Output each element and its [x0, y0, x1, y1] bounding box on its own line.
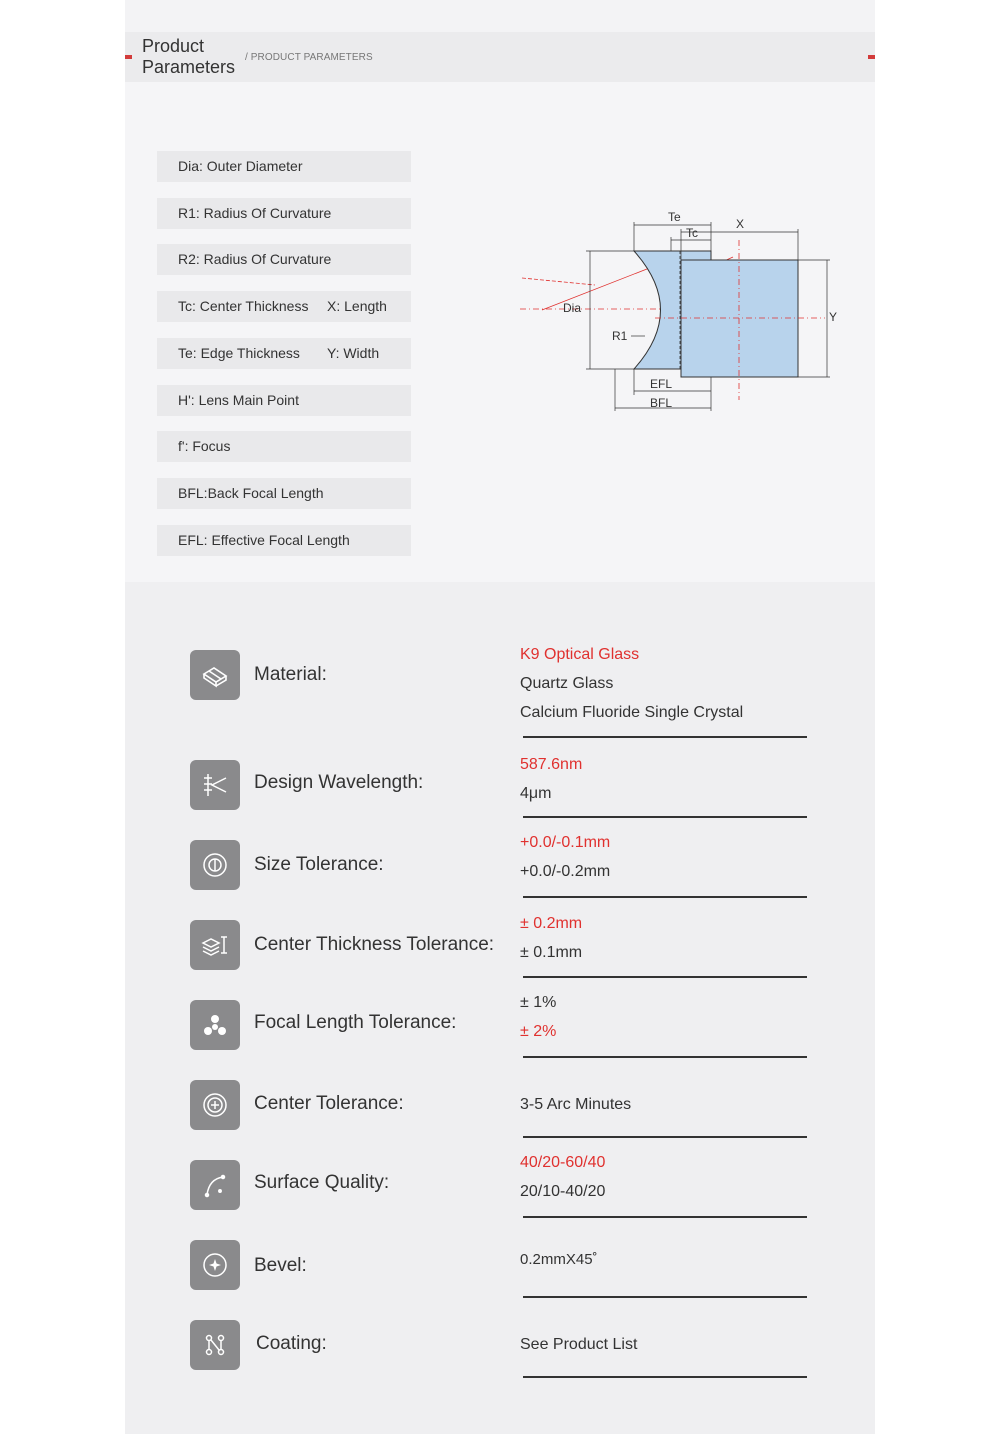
legend-item-tc	[157, 291, 411, 322]
spec-values	[520, 1148, 605, 1206]
incident-ray-top	[522, 278, 595, 285]
header-accent-left	[125, 55, 132, 59]
legend-label: Dia: Outer Diameter	[178, 158, 303, 174]
spec-values	[520, 1330, 637, 1359]
refracted-ray	[542, 267, 652, 310]
header-accent-right	[868, 55, 875, 59]
spec-values	[520, 1090, 631, 1119]
spec-label: Bevel:	[254, 1255, 307, 1276]
label-x: X	[736, 217, 745, 231]
spec-divider	[523, 896, 807, 898]
label-tc: Tc	[686, 226, 698, 240]
spec-label: Focal Length Tolerance:	[254, 1012, 457, 1033]
spec-value: 4μm	[520, 785, 552, 802]
legend-label: R2: Radius Of Curvature	[178, 251, 332, 267]
focal-tolerance-icon	[190, 1000, 240, 1050]
spec-value: Calcium Fluoride Single Crystal	[520, 704, 744, 721]
spec-divider	[523, 1376, 807, 1378]
legend-label: BFL:Back Focal Length	[178, 485, 324, 501]
spec-value-highlight: 40/20-60/40	[520, 1154, 606, 1171]
spec-value: 3-5 Arc Minutes	[520, 1096, 632, 1113]
center-tolerance-icon	[190, 1080, 240, 1130]
legend-item-h	[157, 385, 411, 416]
section-subtitle: / PRODUCT PARAMETERS	[245, 52, 373, 63]
spec-row-surface-quality	[125, 1150, 875, 1230]
spec-label: Material:	[254, 664, 327, 685]
spec-label: Center Tolerance:	[254, 1093, 404, 1114]
spec-row-coating	[125, 1310, 875, 1390]
spec-divider	[523, 1136, 807, 1138]
coating-icon	[190, 1320, 240, 1370]
specs-section	[125, 582, 875, 1434]
spec-values	[520, 640, 743, 727]
label-bfl: BFL	[650, 396, 673, 410]
spec-divider	[523, 1216, 807, 1218]
spec-row-thickness-tolerance	[125, 910, 875, 990]
spec-divider	[523, 976, 807, 978]
legend-label: R1: Radius Of Curvature	[178, 205, 332, 221]
spec-divider	[523, 816, 807, 818]
spec-row-center-tolerance	[125, 1070, 875, 1150]
section-title-line2: Parameters	[142, 57, 236, 77]
spec-value-highlight: ± 0.2mm	[520, 915, 583, 932]
spec-value: ± 0.1mm	[520, 944, 583, 961]
legend-label: Te: Edge Thickness	[178, 345, 300, 361]
spec-value: +0.0/-0.2mm	[520, 863, 611, 880]
spec-value: 20/10-40/20	[520, 1183, 606, 1200]
spec-label: Surface Quality:	[254, 1172, 390, 1193]
legend-extra-x: X: Length	[327, 298, 387, 314]
label-efl: EFL	[650, 377, 673, 391]
label-te: Te	[668, 210, 681, 224]
spec-row-material	[125, 640, 875, 720]
spec-label: Coating:	[256, 1333, 327, 1354]
spec-row-bevel	[125, 1230, 875, 1310]
spec-values	[520, 909, 582, 967]
top-view-square	[681, 260, 798, 377]
legend-item-f	[157, 431, 411, 462]
legend-item-efl	[157, 525, 411, 556]
spec-value: Quartz Glass	[520, 675, 614, 692]
legend-label: H': Lens Main Point	[178, 392, 299, 408]
spec-label: Design Wavelength:	[254, 772, 424, 793]
lens-diagram	[480, 205, 840, 420]
legend-item-te	[157, 338, 411, 369]
spec-value: ± 1%	[520, 994, 557, 1011]
legend-item-r1	[157, 198, 411, 229]
label-r1: R1	[612, 329, 628, 343]
thickness-tolerance-icon	[190, 920, 240, 970]
spec-value-highlight: K9 Optical Glass	[520, 646, 640, 663]
spec-label: Size Tolerance:	[254, 854, 384, 875]
section-title-line1: Product	[142, 36, 205, 56]
spec-row-wavelength	[125, 750, 875, 830]
spec-value-highlight: ± 2%	[520, 1023, 557, 1040]
spec-value: 0.2mmX45˚	[520, 1251, 598, 1268]
material-icon	[190, 650, 240, 700]
spec-value-highlight: +0.0/-0.1mm	[520, 834, 611, 851]
spec-label: Center Thickness Tolerance:	[254, 934, 495, 955]
spec-divider	[523, 1056, 807, 1058]
legend-item-dia	[157, 151, 411, 182]
spec-values	[520, 988, 556, 1046]
spec-value-highlight: 587.6nm	[520, 756, 583, 773]
legend-label: Tc: Center Thickness	[178, 298, 309, 314]
legend-item-bfl	[157, 478, 411, 509]
legend-item-r2	[157, 244, 411, 275]
legend-label: f': Focus	[178, 438, 231, 454]
top-strip	[125, 0, 875, 32]
label-y: Y	[829, 310, 838, 324]
spec-values	[520, 1245, 598, 1274]
section-title	[142, 36, 235, 78]
legend-label: EFL: Effective Focal Length	[178, 532, 350, 548]
size-tolerance-icon	[190, 840, 240, 890]
spec-values	[520, 828, 610, 886]
legend-extra-y: Y: Width	[327, 345, 380, 361]
bevel-icon	[190, 1240, 240, 1290]
spec-row-focal-tolerance	[125, 990, 875, 1070]
spec-value: See Product List	[520, 1336, 638, 1353]
spec-values	[520, 750, 582, 808]
surface-quality-icon	[190, 1160, 240, 1210]
spec-divider	[523, 1296, 807, 1298]
spec-row-size-tolerance	[125, 830, 875, 910]
spec-divider	[523, 736, 807, 738]
label-dia: Dia	[563, 301, 582, 315]
product-parameters-page	[125, 0, 875, 1434]
section-header	[125, 32, 875, 82]
wavelength-icon	[190, 760, 240, 810]
